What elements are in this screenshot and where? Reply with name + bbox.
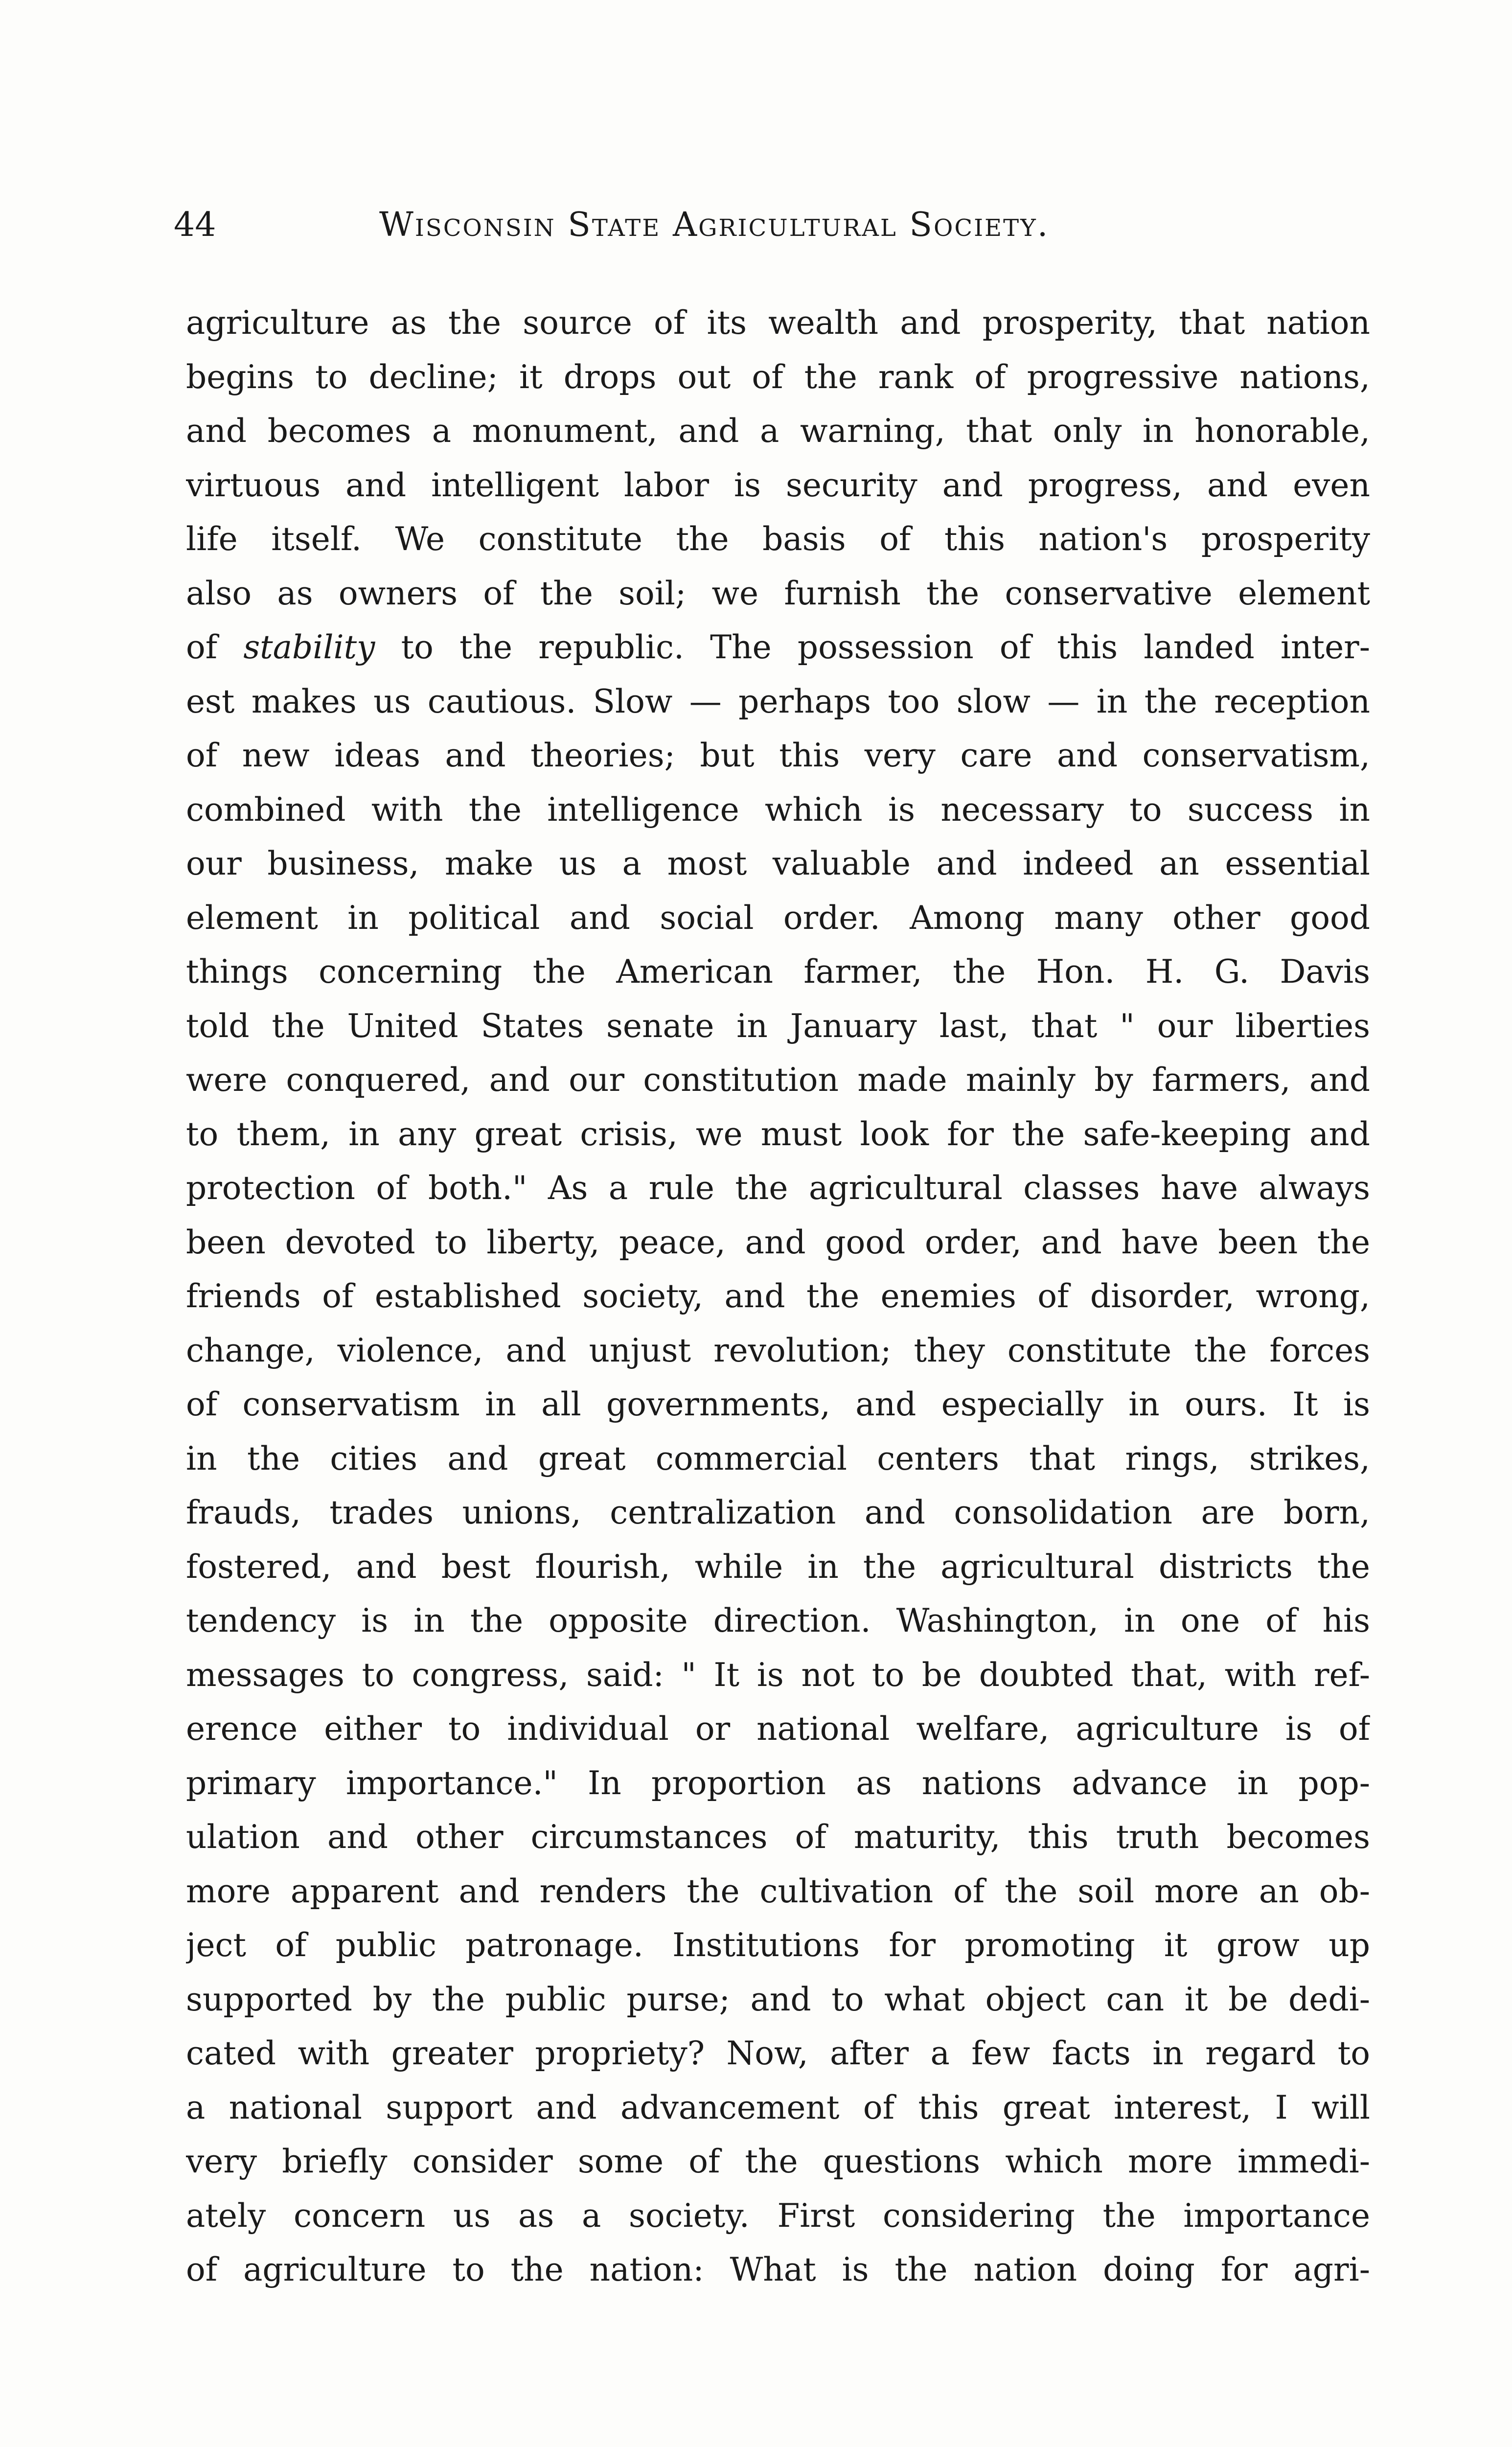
- text-line: ately concern us as a society. First considering the importance: [186, 2196, 1370, 2235]
- text-line: est makes us cautious. Slow — perhaps too slow — in the reception: [186, 682, 1370, 720]
- page-number: 44: [174, 206, 216, 244]
- text-line: more apparent and renders the cultivation of the soil more an ob-: [186, 1872, 1370, 1910]
- text-line: begins to decline; it drops out of the rank of progressive nations,: [186, 358, 1370, 396]
- text-line: protection of both." As a rule the agricultural classes have always: [186, 1169, 1370, 1207]
- text-line: of new ideas and theories; but this very care and conservatism,: [186, 737, 1370, 774]
- text-line: told the United States senate in January last, that " our liberties: [186, 1007, 1370, 1045]
- text-line: ulation and other circumstances of maturity, this truth becomes: [186, 1818, 1370, 1856]
- text-line: virtuous and intelligent labor is security and progress, and even: [186, 466, 1370, 504]
- text-line: agriculture as the source of its wealth and prosperity, that nation: [186, 304, 1370, 342]
- text-line: were conquered, and our constitution made mainly by farmers, and: [186, 1061, 1370, 1099]
- body-text: [186, 296, 1370, 2297]
- running-title: Wisconsin State Agricultural Society.: [379, 206, 1050, 244]
- text-run: of: [186, 628, 244, 666]
- text-line: tendency is in the opposite direction. Washington, in one of his: [186, 1602, 1370, 1639]
- text-line: of conservatism in all governments, and especially in ours. It is: [186, 1385, 1370, 1423]
- text-line: element in political and social order. Among many other good: [186, 899, 1370, 937]
- text-line: a national support and advancement of this great interest, I will: [186, 2088, 1370, 2126]
- text-line: change, violence, and unjust revolution; they constitute the forces: [186, 1331, 1370, 1369]
- text-line-stability: [186, 621, 1370, 675]
- text-line: erence either to individual or national welfare, agriculture is of: [186, 1710, 1370, 1748]
- text-line: also as owners of the soil; we furnish the conservative element: [186, 574, 1370, 612]
- text-line: and becomes a monument, and a warning, that only in honorable,: [186, 412, 1370, 450]
- text-line: messages to congress, said: " It is not to be doubted that, with ref-: [186, 1656, 1370, 1694]
- text-line: in the cities and great commercial centers that rings, strikes,: [186, 1439, 1370, 1477]
- text-line: of agriculture to the nation: What is the nation doing for agri-: [186, 2251, 1370, 2288]
- text-line: been devoted to liberty, peace, and good order, and have been the: [186, 1223, 1370, 1261]
- text-line: to them, in any great crisis, we must look for the safe-keeping and: [186, 1115, 1370, 1153]
- text-run: to the republic. The possession of this landed inter-: [375, 628, 1370, 666]
- text-line: combined with the intelligence which is necessary to success in: [186, 790, 1370, 829]
- text-line: cated with greater propriety? Now, after a few facts in regard to: [186, 2034, 1370, 2072]
- text-line: fostered, and best flourish, while in the agricultural districts the: [186, 1547, 1370, 1586]
- italic-word: stability: [243, 628, 375, 666]
- text-line: things concerning the American farmer, the Hon. H. G. Davis: [186, 953, 1370, 991]
- text-line: ject of public patronage. Institutions for promoting it grow up: [186, 1926, 1370, 1964]
- page-header: [174, 198, 1368, 252]
- text-line: friends of established society, and the enemies of disorder, wrong,: [186, 1277, 1370, 1315]
- text-line: primary importance." In proportion as nations advance in pop-: [186, 1764, 1370, 1802]
- text-line: our business, make us a most valuable and indeed an essential: [186, 845, 1370, 882]
- text-line: supported by the public purse; and to what object can it be dedi-: [186, 1980, 1370, 2018]
- text-line: life itself. We constitute the basis of this nation's prosperity: [186, 520, 1370, 558]
- text-line: very briefly consider some of the questions which more immedi-: [186, 2143, 1370, 2180]
- text-line: frauds, trades unions, centralization and consolidation are born,: [186, 1494, 1370, 1531]
